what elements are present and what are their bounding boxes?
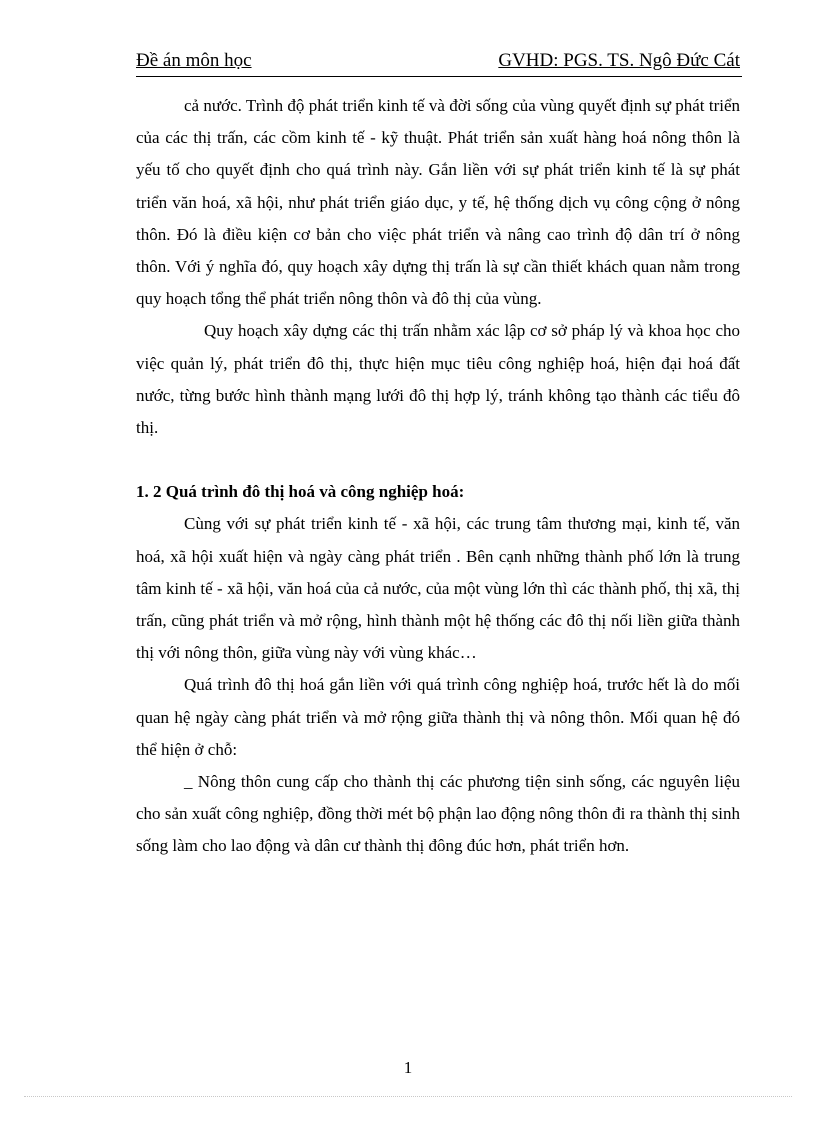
- page-divider: [24, 1096, 792, 1097]
- supervisor-name: GVHD: PGS. TS. Ngô Đức Cát: [498, 50, 740, 71]
- document-title: Đề án môn học: [136, 50, 252, 71]
- paragraph: Cùng với sự phát triển kinh tế - xã hội, các trung tâm thương mại, kinh tế, văn hoá, xã hội xuất hiện và ngày càng phát triển . Bên cạnh những thành phố lớn là trung tâm kinh tế - xã hội, văn hoá của cả nước, của một vùng lớn thì các thành phố, thị xã, thị trấn, cũng phát triển và mở rộng, hình thành một hệ thống các đô thị nối liền giữa thành thị với nông thôn, giữa vùng này với vùng khác…: [136, 514, 740, 663]
- paragraph: Quá trình đô thị hoá gắn liền với quá trình công nghiệp hoá, trước hết là do mối quan hệ ngày càng phát triển và mở rộng giữa thành thị và nông thôn. Mối quan hệ đó thể hiện ở chỗ:: [136, 675, 740, 759]
- paragraph: Quy hoạch xây dựng các thị trấn nhằm xác lập cơ sở pháp lý và khoa học cho việc quản lý, phát triển đô thị, thực hiện mục tiêu công nghiệp hoá, hiện đại hoá đất nước, từng bước hình thành mạng lưới đô thị hợp lý, tránh không tạo thành các tiểu đô thị.: [136, 321, 740, 438]
- document-body: [136, 90, 740, 863]
- paragraph: cả nước. Trình độ phát triển kinh tế và đời sống của vùng quyết định sự phát triển của các thị trấn, các cồm kinh tế - kỹ thuật. Phát triển sản xuất hàng hoá nông thôn là yếu tố cho quyết định cho quá trình này. Gắn liền với sự phát triển kinh tế là sự phát triển văn hoá, xã hội, như phát triển giáo dục, y tế, hệ thống dịch vụ công cộng ở nông thôn. Đó là điều kiện cơ bản cho việc phát triển và nâng cao trình độ dân trí ở nông thôn. Với ý nghĩa đó, quy hoạch xây dựng thị trấn là sự cần thiết khách quan nằm trong quy hoạch tổng thể phát triển nông thôn và đô thị của vùng.: [136, 96, 740, 309]
- spacer: [136, 444, 740, 476]
- paragraph: _ Nông thôn cung cấp cho thành thị các phương tiện sinh sống, các nguyên liệu cho sản xuất công nghiệp, đồng thời mét bộ phận lao động nông thôn đi ra thành thị sinh sống làm cho lao động và dân cư thành thị đông đúc hơn, phát triển hơn.: [136, 772, 740, 856]
- page-number: 1: [403, 1058, 413, 1077]
- section-heading: 1. 2 Quá trình đô thị hoá và công nghiệp hoá:: [136, 482, 465, 502]
- page-header: [136, 50, 742, 77]
